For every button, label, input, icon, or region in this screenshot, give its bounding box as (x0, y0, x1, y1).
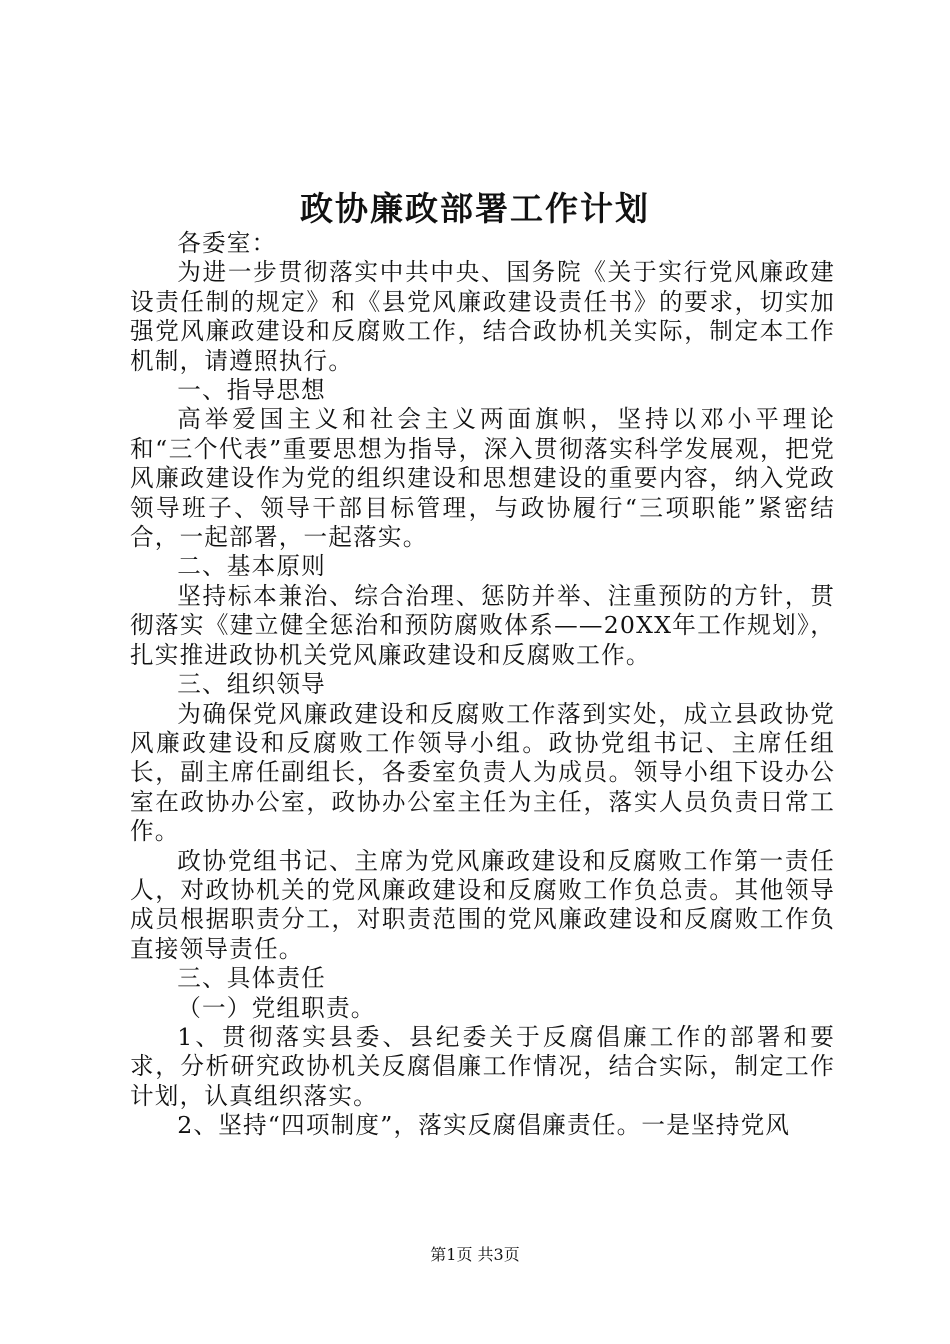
section-heading-guiding-ideology: 一、指导思想 (177, 376, 326, 405)
paragraph-basic-principles: 坚持标本兼治、综合治理、惩防并举、注重预防的方针，贯彻落实《建立健全惩治和预防腐败体系——20XX年工作规划》，扎实推进政协机关党风廉政建设和反腐败工作。 (130, 581, 835, 669)
paragraph-duty-1: 1、贯彻落实县委、县纪委关于反腐倡廉工作的部署和要求，分析研究政协机关反腐倡廉工作情况，结合实际，制定工作计划，认真组织落实。 (130, 1022, 835, 1110)
page-footer: 第1页 共3页 (430, 1245, 520, 1264)
subsection-heading-party-group: （一）党组职责。 (177, 993, 376, 1022)
paragraph-intro: 为进一步贯彻落实中共中央、国务院《关于实行党风廉政建设责任制的规定》和《县党风廉政建设责任书》的要求，切实加强党风廉政建设和反腐败工作，结合政协机关实际，制定本工作机制，请遵照执行。 (130, 258, 835, 375)
section-heading-basic-principles: 二、基本原则 (177, 552, 326, 581)
paragraph-organization-1: 为确保党风廉政建设和反腐败工作落到实处，成立县政协党风廉政建设和反腐败工作领导小组。政协党组书记、主席任组长，副主席任副组长，各委室负责人为成员。领导小组下设办公室在政协办公室，政协办公室主任为主任，落实人员负责日常工作。 (130, 699, 835, 846)
document-title: 政协廉政部署工作计划 (300, 189, 650, 228)
paragraph-guiding-ideology: 高举爱国主义和社会主义两面旗帜，坚持以邓小平理论和“三个代表”重要思想为指导，深入贯彻落实科学发展观，把党风廉政建设作为党的组织建设和思想建设的重要内容，纳入党政领导班子、领导干部目标管理，与政协履行“三项职能”紧密结合，一起部署，一起落实。 (130, 405, 835, 552)
section-heading-responsibilities: 三、具体责任 (177, 964, 326, 993)
section-heading-organization: 三、组织领导 (177, 670, 326, 699)
document-body (130, 229, 835, 1141)
paragraph-organization-2: 政协党组书记、主席为党风廉政建设和反腐败工作第一责任人，对政协机关的党风廉政建设和反腐败工作负总责。其他领导成员根据职责分工，对职责范围的党风廉政建设和反腐败工作负直接领导责任。 (130, 846, 835, 963)
paragraph-duty-2: 2、坚持“四项制度”，落实反腐倡廉责任。一是坚持党风 (177, 1111, 791, 1140)
salutation: 各委室： (177, 229, 277, 257)
